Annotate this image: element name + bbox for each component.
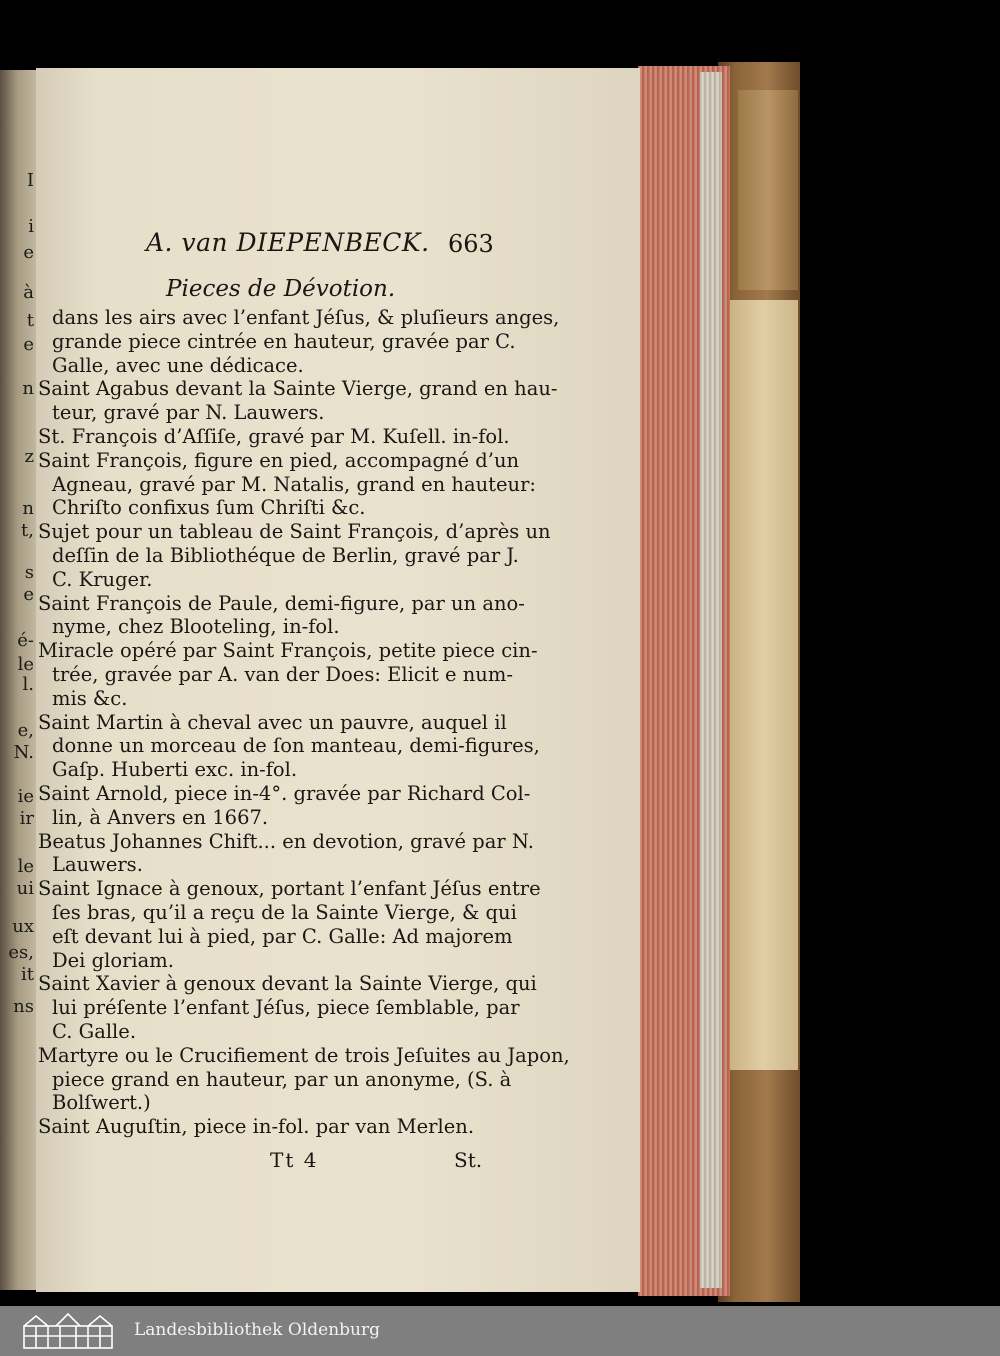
entry-line: lin, à Anvers en 1667. [52, 805, 269, 829]
entry-line: Saint Martin à cheval avec un pauvre, auquel il [38, 710, 507, 734]
entry-line: Miracle opéré par Saint François, petite piece cin- [38, 639, 538, 663]
left-page-char: e [23, 334, 34, 355]
left-page-char: s [24, 562, 34, 583]
left-page-char: le [17, 856, 34, 877]
entry-line: Saint Arnold, piece in-4°. gravée par Richard Col- [38, 782, 531, 805]
book-page [36, 68, 640, 1292]
entry-line: St. François d’Aſſiſe, gravé par M. Kuſell. in-fol. [38, 425, 510, 448]
cover-highlight [728, 300, 798, 1070]
left-page-char: ns [13, 996, 34, 1017]
left-page-char: e, [17, 720, 34, 741]
left-page-char: it [21, 964, 34, 985]
entry-line: Gaſp. Huberti exc. in-fol. [52, 758, 298, 782]
entry-line: Sujet pour un tableau de Saint François, d’après un [38, 520, 551, 544]
entry-line: Galle, avec une dédicace. [52, 353, 304, 377]
left-page-char: e [23, 584, 34, 605]
left-page-char: à [23, 282, 34, 303]
left-page-char: e [23, 242, 34, 263]
entry-line: Saint Auguſtin, piece in-fol. par van Merlen. [38, 1115, 475, 1139]
left-page-char: ie [17, 786, 34, 807]
left-page-char: n [22, 498, 34, 519]
entry-line: lui préſente l’enfant Jéſus, piece ſemblable, par [52, 996, 520, 1020]
signature-mark: Tt 4 [270, 1148, 319, 1172]
library-building-icon[interactable] [20, 1312, 116, 1350]
entry-line: Chriſto confixus ſum Chriſti &c. [52, 496, 366, 520]
left-page-char: N. [13, 742, 34, 763]
page-edges-light [700, 72, 722, 1288]
entry-line: Saint Agabus devant la Sainte Vierge, grand en hau- [38, 377, 558, 401]
entry-line: Lauwers. [52, 853, 143, 877]
left-page-char: ir [19, 808, 34, 829]
entry-line: Beatus Johannes Chift... en devotion, gravé par N. [38, 829, 534, 853]
entry-line: C. Galle. [52, 1020, 137, 1043]
entry-line: Martyre ou le Crucifiement de trois Jeſuites au Japon, [38, 1043, 570, 1067]
entry-line: Dei gloriam. [52, 948, 174, 972]
left-page-char: z [24, 446, 34, 467]
entry-line: Saint François, figure en pied, accompagné d’un [38, 448, 520, 472]
entry-line: grande piece cintrée en hauteur, gravée par C. [52, 329, 516, 353]
entry-line: nyme, chez Blooteling, in-fol. [52, 615, 340, 639]
entry-line: dans les airs avec l’enfant Jéſus, & pluſieurs anges, [52, 306, 560, 329]
entry-line: Bolſwert.) [52, 1091, 151, 1115]
entry-line: piece grand en hauteur, par un anonyme, (S. à [52, 1067, 512, 1091]
entry-line: Saint François de Paule, demi-figure, par un ano- [38, 591, 525, 615]
page-number: 663 [448, 230, 494, 258]
left-page-char: le [17, 654, 34, 675]
entry-line: Saint Xavier à genoux devant la Sainte Vierge, qui [38, 972, 537, 996]
left-page-sliver [0, 70, 40, 1290]
page-footer [36, 1148, 640, 1178]
entry-line: trée, gravée par A. van der Does: Elicit e num- [52, 663, 513, 686]
entry-line: Saint Ignace à genoux, portant l’enfant Jéſus entre [38, 877, 541, 901]
left-page-char: l. [22, 674, 34, 695]
catchword: St. [454, 1148, 483, 1172]
left-page-char: ux [12, 916, 34, 937]
entry-line: Agneau, gravé par M. Natalis, grand en hauteur: [52, 472, 536, 496]
entry-line: ſes bras, qu’il a reçu de la Sainte Vierge, & qui [52, 901, 517, 924]
running-head: A. van DIEPENBECK. [146, 228, 430, 257]
left-page-fragments [0, 70, 40, 1290]
cover-highlight-top [738, 90, 798, 290]
entry-line: deſſin de la Bibliothéque de Berlin, gravé par J. [52, 544, 519, 567]
library-name[interactable]: Landesbibliothek Oldenburg [134, 1320, 381, 1340]
left-page-char: n [22, 378, 34, 399]
section-title: Pieces de Dévotion. [166, 276, 396, 302]
entry-line: C. Kruger. [52, 567, 153, 591]
left-page-char: ui [16, 878, 34, 899]
page-header [36, 228, 640, 268]
left-page-char: es, [8, 942, 34, 963]
left-page-char: t, [21, 520, 34, 541]
left-page-char: I [26, 170, 34, 191]
left-page-char: t [26, 310, 34, 331]
entry-line: teur, gravé par N. Lauwers. [52, 401, 325, 425]
left-page-char: i [28, 216, 34, 237]
left-page-char: é- [17, 630, 34, 651]
entry-line: eſt devant lui à pied, par C. Galle: Ad majorem [52, 924, 513, 948]
entry-line: mis &c. [52, 686, 128, 710]
entry-line: donne un morceau de ſon manteau, demi-figures, [52, 734, 540, 758]
library-bar [0, 1306, 1000, 1356]
